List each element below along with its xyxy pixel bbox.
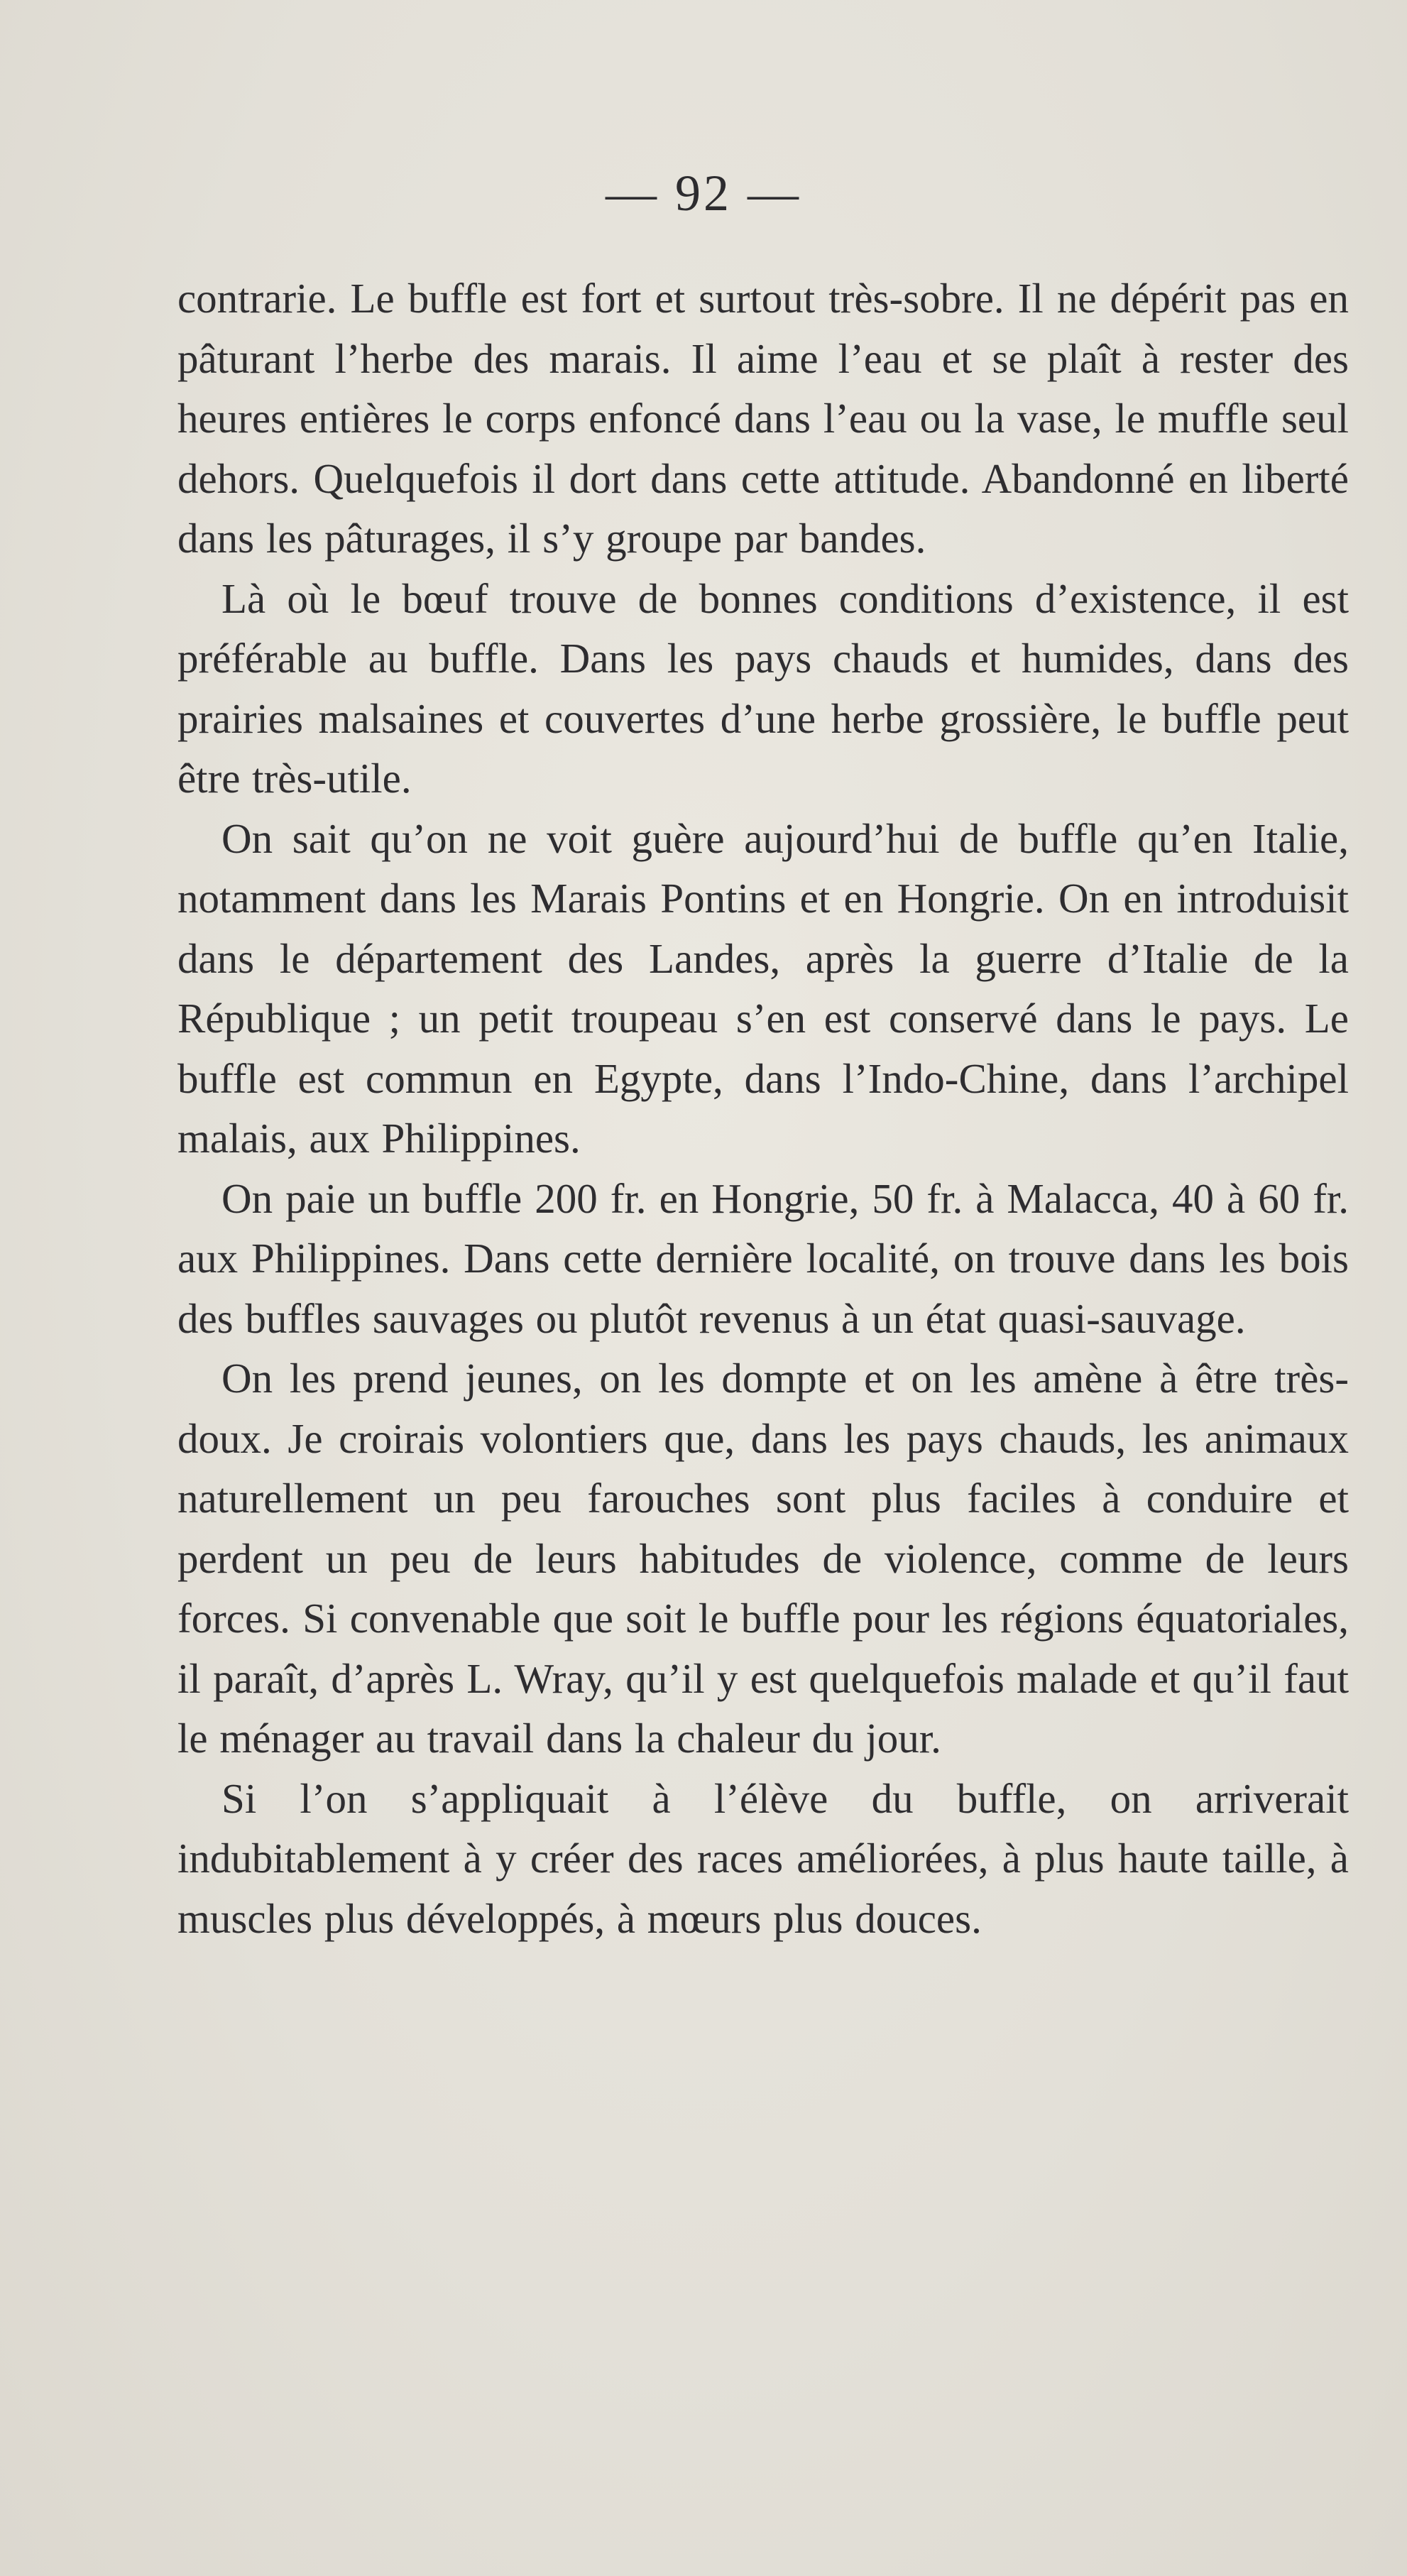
paragraph-6: Si l’on s’appliquait à l’élève du buffle, on arriverait indubitablement à y créer des races améliorées, à plus haute taille, à muscles plus développés, à mœurs plus douces. [177, 1774, 1349, 1942]
page-number-header: — 92 — [606, 165, 801, 222]
body-text [177, 268, 1349, 1948]
paragraph-2: Là où le bœuf trouve de bonnes conditions d’existence, il est préférable au buffle. Dans les pays chauds et humides, dans des prairies malsaines et couvertes d’une herbe grossière, le buffle peut être très-utile. [177, 574, 1349, 802]
paragraph-5: On les prend jeunes, on les dompte et on les amène à être très-doux. Je croirais volontiers que, dans les pays chauds, les animaux naturellement un peu farouches sont plus faciles à conduire et perdent un peu de leurs habitudes de violence, comme de leurs forces. Si convenable que soit le buffle pour les régions équatoriales, il paraît, d’après L. Wray, qu’il y est quelquefois malade et qu’il faut le ménager au travail dans la chaleur du jour. [177, 1355, 1349, 1762]
paragraph-4: On paie un buffle 200 fr. en Hongrie, 50 fr. à Malacca, 40 à 60 fr. aux Philippines. Dans cette dernière localité, on trouve dans les bois des buffles sauvages ou plutôt revenus à un état quasi-sauvage. [177, 1174, 1349, 1342]
paragraph-1: contrarie. Le buffle est fort et surtout très-sobre. Il ne dépérit pas en pâturant l’herbe des marais. Il aime l’eau et se plaît à rester des heures entières le corps enfoncé dans l’eau ou la vase, le muffle seul dehors. Quelquefois il dort dans cette attitude. Abandonné en liberté dans les pâturages, il s’y groupe par bandes. [177, 275, 1349, 562]
paragraph-3: On sait qu’on ne voit guère aujourd’hui de buffle qu’en Italie, notamment dans les Marais Pontins et en Hongrie. On en introduisit dans le département des Landes, après la guerre d’Italie de la République ; un petit troupeau s’en est conservé dans le pays. Le buffle est commun en Egypte, dans l’Indo-Chine, dans l’archipel malais, aux Philippines. [177, 814, 1349, 1162]
